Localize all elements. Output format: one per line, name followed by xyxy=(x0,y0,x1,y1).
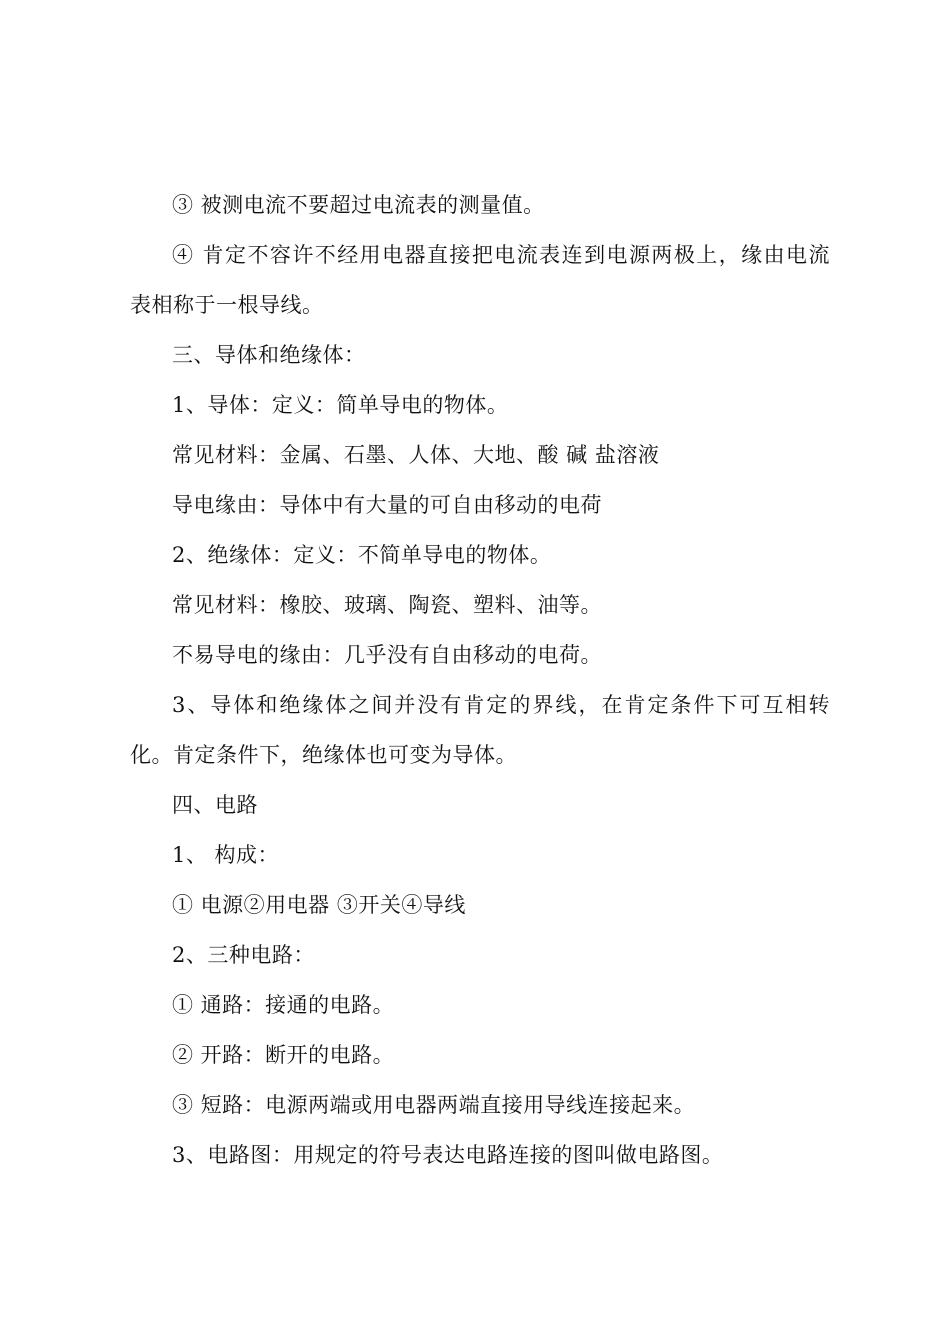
paragraph-line: 2、绝缘体：定义：不简单导电的物体。 xyxy=(172,543,552,567)
paragraph-line: 1、导体：定义：简单导电的物体。 xyxy=(172,393,509,417)
paragraph-line: 1、 构成： xyxy=(172,843,280,867)
paragraph-line: 不易导电的缘由：几乎没有自由移动的电荷。 xyxy=(172,643,602,667)
paragraph-line: 导电缘由：导体中有大量的可自由移动的电荷 xyxy=(172,493,602,517)
section-heading: 三、导体和绝缘体： xyxy=(172,343,366,367)
section-heading: 四、电路 xyxy=(172,793,258,817)
paragraph-line: 化。肯定条件下，绝缘体也可变为导体。 xyxy=(130,743,517,767)
paragraph-line: 常见材料：橡胶、玻璃、陶瓷、塑料、油等。 xyxy=(172,593,602,617)
paragraph-line: 3、导体和绝缘体之间并没有肯定的界线，在肯定条件下可互相转 xyxy=(172,693,830,717)
paragraph-line: ③ 短路：电源两端或用电器两端直接用导线连接起来。 xyxy=(172,1093,696,1117)
paragraph-line: 常见材料：金属、石墨、人体、大地、酸 碱 盐溶液 xyxy=(172,443,660,467)
paragraph-line: 2、三种电路： xyxy=(172,943,315,967)
paragraph-line: 3、电路图：用规定的符号表达电路连接的图叫做电路图。 xyxy=(172,1143,724,1167)
paragraph-line: ① 通路：接通的电路。 xyxy=(172,993,395,1017)
paragraph-line: ① 电源②用电器 ③开关④导线 xyxy=(172,893,466,917)
paragraph-line: ② 开路：断开的电路。 xyxy=(172,1043,395,1067)
paragraph-line: 表相称于一根导线。 xyxy=(130,293,324,317)
paragraph-line: ③ 被测电流不要超过电流表的测量值。 xyxy=(172,193,545,217)
paragraph-line: ④ 肯定不容许不经用电器直接把电流表连到电源两极上，缘由电流 xyxy=(172,243,830,267)
